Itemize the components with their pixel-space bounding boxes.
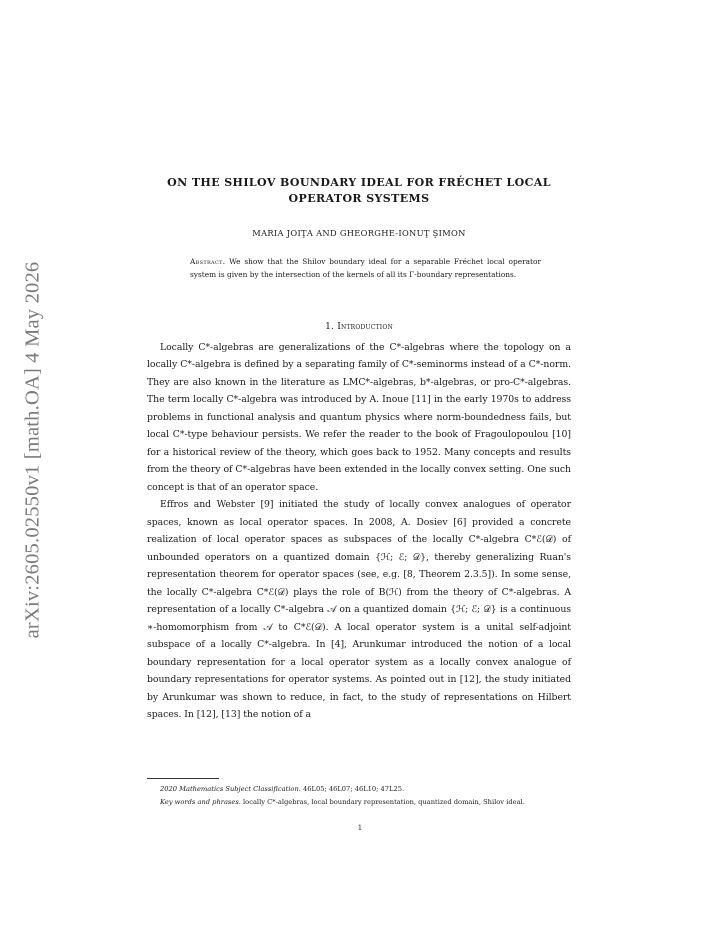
- paper-authors: MARIA JOIŢA AND GHEORGHE-IONUŢ ŞIMON: [252, 228, 466, 238]
- abstract-text: We show that the Shilov boundary ideal for a separable Fréchet local operator system is given by the intersection of the kernels of all its Γ-boundary representations.: [190, 257, 541, 279]
- arxiv-id-text: arXiv:2605.02550v1 [math.OA] 4 May 2026: [21, 261, 44, 639]
- footnote-divider: [147, 778, 219, 779]
- section-title: Introduction: [337, 321, 393, 332]
- footnote-msc-label: 2020 Mathematics Subject Classification.: [160, 785, 301, 793]
- intro-paragraph-2: Effros and Webster [9] initiated the study of locally convex analogues of operator spaces, known as local operator spaces. In 2008, A. Dosiev [6] provided a concrete realization of local operator spaces as subspaces of the locally C*-algebra C*ℰ(𝒟) of unbounded operators on a quantized domain {ℋ; ℰ; 𝒟}, thereby generalizing Ruan's representation theorem for operator spaces (see, e.g. [8, Theorem 2.3.5]). In some sense, the locally C*-algebra C*ℰ(𝒟) plays the role of B(ℋ) from the theory of C*-algebras. A representation of a locally C*-algebra 𝒜 on a quantized domain {ℋ; ℰ; 𝒟} is a continuous ∗-homomorphism from 𝒜 to C*ℰ(𝒟). A local operator system is a unital self-adjoint subspace of a locally C*-algebra. In [4], Arunkumar introduced the notion of a local boundary representation for a local operator system as a locally convex analogue of boundary representations for operator systems. As pointed out in [12], the study initiated by Arunkumar was shown to reduce, in fact, to the study of representations on Hilbert spaces. In [12], [13] the notion of a: [147, 499, 571, 721]
- abstract-block: [190, 256, 541, 282]
- footnote-msc: [147, 783, 571, 796]
- intro-paragraph-1: Locally C*-algebras are generalizations of the C*-algebras where the topology on a locally C*-algebra is defined by a separating family of C*-seminorms instead of a C*-norm. They are also known in the literature as LMC*-algebras, b*-algebras, or pro-C*-algebras. The term locally C*-algebra was introduced by A. Inoue [11] in the early 1970s to address problems in functional analysis and quantum physics where norm-boundedness fails, but local C*-type behaviour persists. We refer the reader to the book of Fragoulopoulou [10] for a historical review of the theory, which goes back to 1952. Many concepts and results from the theory of C*-algebras have been extended in the locally convex setting. One such concept is that of an operator space.: [147, 341, 571, 493]
- page-number: 1: [357, 824, 363, 832]
- abstract-label: Abstract.: [190, 257, 226, 266]
- title-line-1: ON THE SHILOV BOUNDARY IDEAL FOR FRÉCHET LOCAL: [167, 176, 551, 189]
- footnotes-block: [147, 783, 571, 808]
- section-number: 1.: [325, 321, 335, 332]
- footnote-msc-text: 46L05; 46L07; 46L10; 47L25.: [303, 785, 405, 793]
- footnote-keywords-text: locally C*-algebras, local boundary representation, quantized domain, Shilov ideal.: [243, 797, 525, 806]
- footnote-keywords: [147, 796, 571, 809]
- arxiv-sidebar-identifier: [18, 245, 48, 655]
- paper-title: [147, 175, 571, 207]
- section-heading: [147, 322, 571, 332]
- title-line-2: OPERATOR SYSTEMS: [288, 192, 430, 205]
- paper-first-page: [147, 175, 571, 724]
- footnote-keywords-label: Key words and phrases.: [160, 797, 241, 806]
